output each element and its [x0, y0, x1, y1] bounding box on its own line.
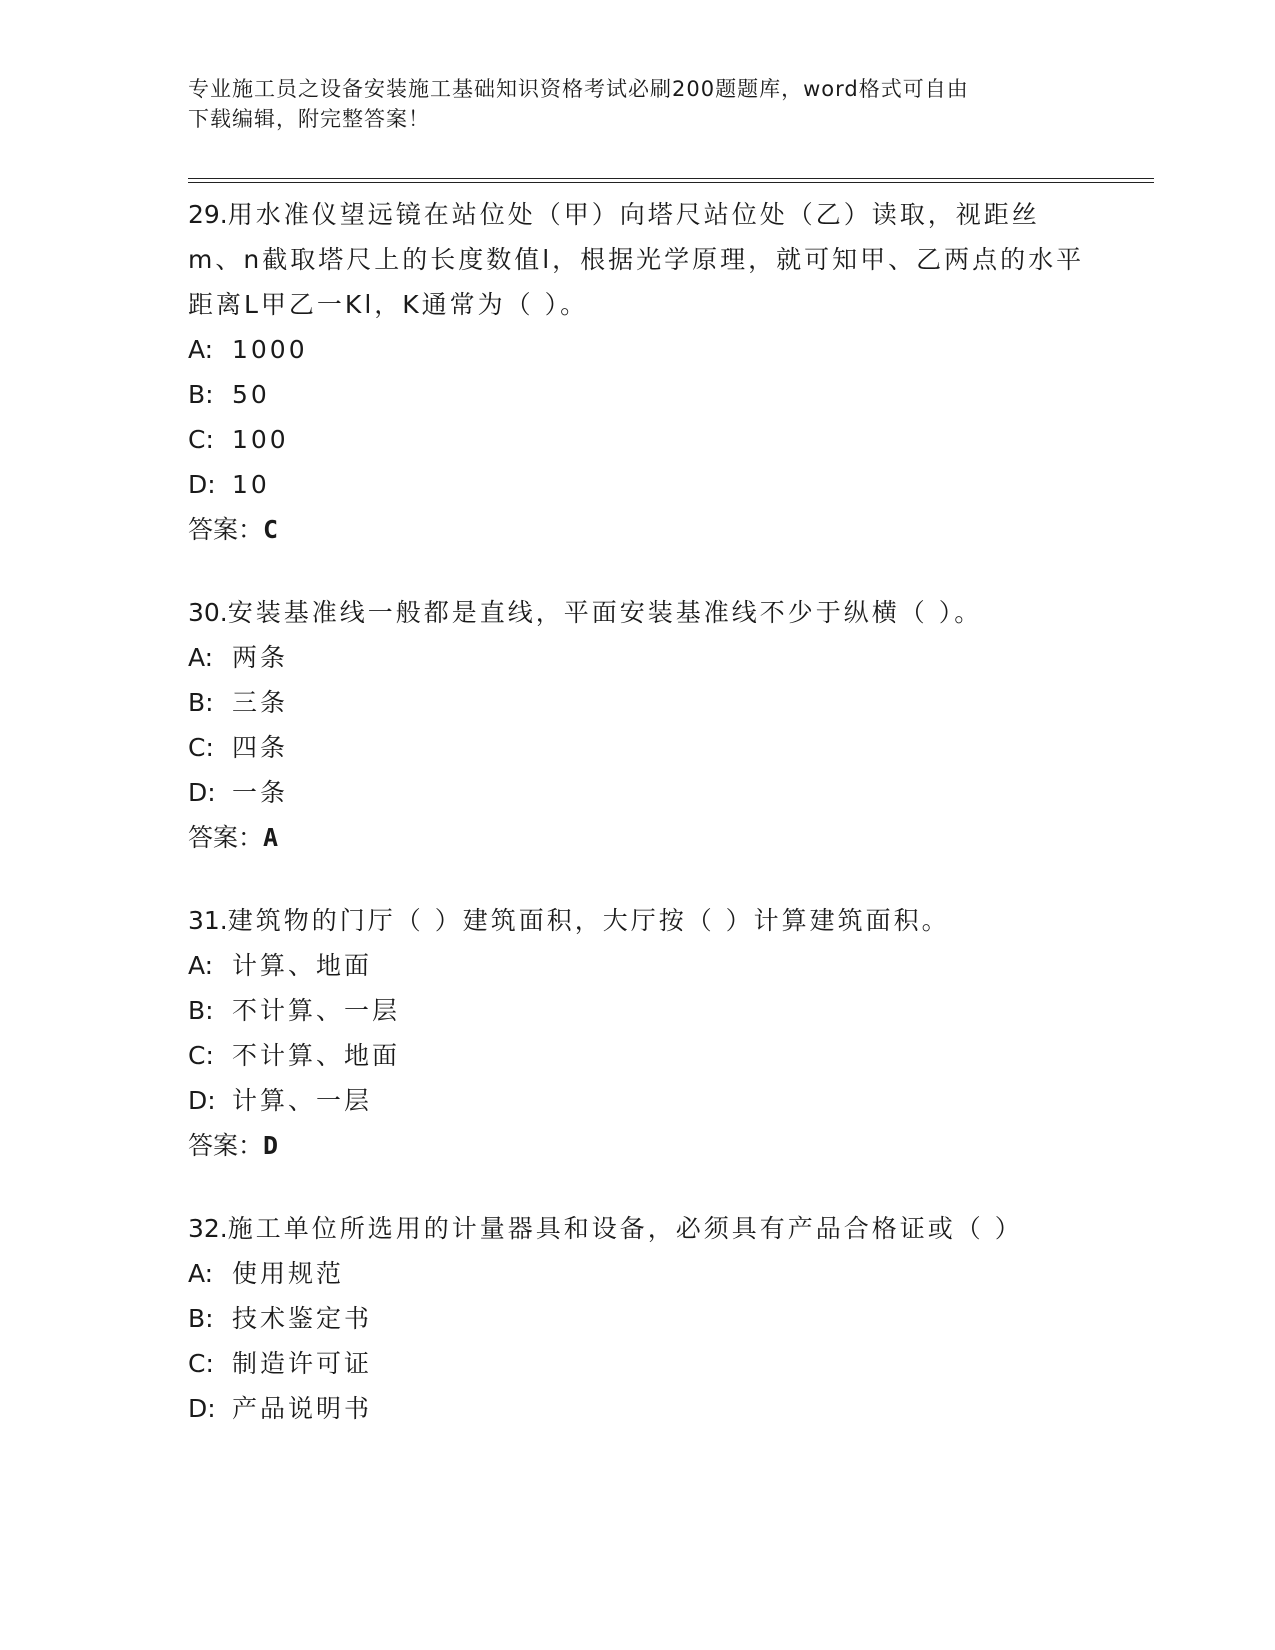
question-text	[188, 898, 1088, 943]
option-value: 50	[232, 380, 270, 409]
header-line-2: 下载编辑，附完整答案！	[188, 107, 430, 131]
option-b	[188, 988, 1088, 1033]
question-number: 31.	[188, 906, 228, 935]
answer-label: 答案：	[188, 1131, 264, 1160]
option-b	[188, 1296, 1088, 1341]
option-a	[188, 327, 1088, 372]
option-a	[188, 943, 1088, 988]
option-value: 10	[232, 470, 270, 499]
question-29	[188, 192, 1088, 552]
question-31	[188, 898, 1088, 1168]
question-text	[188, 192, 1088, 327]
option-key: C:	[188, 1041, 214, 1070]
question-text	[188, 590, 1088, 635]
option-key: A:	[188, 1259, 214, 1288]
header-divider-top	[188, 178, 1154, 179]
option-key: B:	[188, 380, 214, 409]
option-a	[188, 635, 1088, 680]
answer-value: C	[263, 515, 279, 544]
option-key: B:	[188, 1304, 214, 1333]
option-value: 两条	[232, 643, 289, 672]
option-d	[188, 1386, 1088, 1431]
question-list	[188, 192, 1088, 1469]
option-key: B:	[188, 996, 214, 1025]
option-key: A:	[188, 951, 214, 980]
header-divider-bottom	[188, 182, 1154, 183]
option-value: 不计算、地面	[232, 1041, 401, 1070]
option-value: 产品说明书	[232, 1394, 373, 1423]
answer-label: 答案：	[188, 515, 264, 544]
option-value: 计算、一层	[232, 1086, 373, 1115]
question-stem: 施工单位所选用的计量器具和设备，必须具有产品合格证或（ ）	[227, 1214, 1023, 1243]
option-a	[188, 1251, 1088, 1296]
option-key: B:	[188, 688, 214, 717]
option-key: C:	[188, 1349, 214, 1378]
question-number: 29.	[188, 200, 228, 229]
option-value: 四条	[232, 733, 289, 762]
option-value: 计算、地面	[232, 951, 373, 980]
answer-value: A	[263, 823, 279, 852]
header-line-1: 专业施工员之设备安装施工基础知识资格考试必刷200题题库，word格式可自由	[188, 77, 969, 101]
answer-line	[188, 507, 1088, 552]
option-key: D:	[188, 778, 216, 807]
option-value: 使用规范	[232, 1259, 345, 1288]
option-value: 一条	[232, 778, 289, 807]
question-stem: 用水准仪望远镜在站位处（甲）向塔尺站位处（乙）读取，视距丝m、n截取塔尺上的长度数值l，根据光学原理，就可知甲、乙两点的水平距离L甲乙一Kl，K通常为（ ）。	[188, 200, 1085, 319]
option-key: A:	[188, 335, 214, 364]
option-value: 制造许可证	[232, 1349, 373, 1378]
question-stem: 建筑物的门厅（ ）建筑面积，大厅按（ ）计算建筑面积。	[227, 906, 950, 935]
option-value: 1000	[232, 335, 308, 364]
option-c	[188, 1341, 1088, 1386]
option-c	[188, 1033, 1088, 1078]
question-32	[188, 1206, 1088, 1431]
option-key: C:	[188, 425, 214, 454]
option-key: D:	[188, 1394, 216, 1423]
answer-value: D	[263, 1131, 279, 1160]
option-value: 不计算、一层	[232, 996, 401, 1025]
question-30	[188, 590, 1088, 860]
option-b	[188, 372, 1088, 417]
answer-line	[188, 1123, 1088, 1168]
option-c	[188, 725, 1088, 770]
option-key: D:	[188, 1086, 216, 1115]
option-d	[188, 462, 1088, 507]
answer-line	[188, 815, 1088, 860]
option-c	[188, 417, 1088, 462]
question-stem: 安装基准线一般都是直线，平面安装基准线不少于纵横（ ）。	[227, 598, 983, 627]
option-key: A:	[188, 643, 214, 672]
question-number: 30.	[188, 598, 228, 627]
question-text	[188, 1206, 1088, 1251]
option-d	[188, 1078, 1088, 1123]
document-header	[188, 74, 1068, 134]
option-b	[188, 680, 1088, 725]
option-key: C:	[188, 733, 214, 762]
option-value: 技术鉴定书	[232, 1304, 373, 1333]
option-value: 100	[232, 425, 289, 454]
question-number: 32.	[188, 1214, 228, 1243]
option-d	[188, 770, 1088, 815]
option-key: D:	[188, 470, 216, 499]
option-value: 三条	[232, 688, 289, 717]
answer-label: 答案：	[188, 823, 264, 852]
